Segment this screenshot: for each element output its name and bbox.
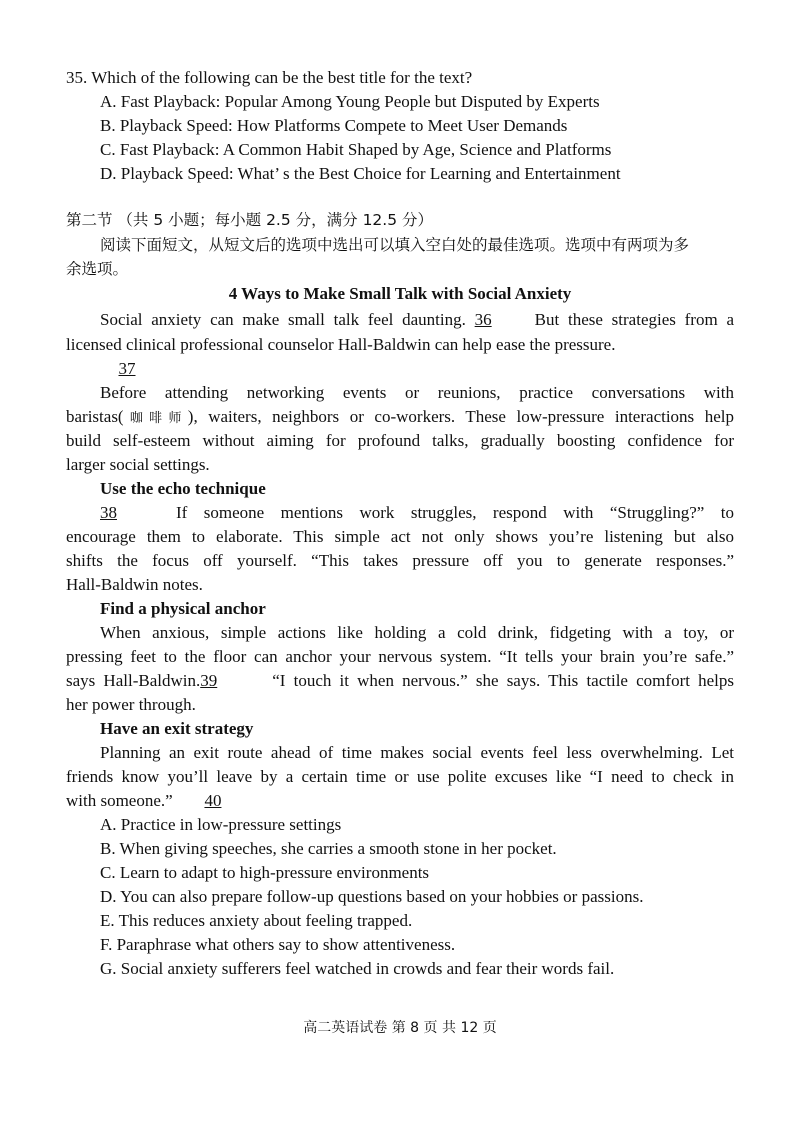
paragraph-2-line-4: Hall-Baldwin notes. <box>66 575 203 594</box>
p1-text-b: ), waiters, neighbors or co-workers. These low-pressure interactions help <box>187 407 734 426</box>
choice-f: F. Paraphrase what others say to show attentiveness. <box>100 935 456 954</box>
page-footer: 高二英语试卷 第 8 页 共 12 页 <box>303 1020 497 1036</box>
question-35-option-c: C. Fast Playback: A Common Habit Shaped by Age, Science and Platforms <box>100 140 612 159</box>
blank-39: 39 <box>200 671 218 690</box>
question-35-option-b: B. Playback Speed: How Platforms Compete to Meet User Demands <box>100 116 568 135</box>
paragraph-3-line-2: pressing feet to the floor can anchor your nervous system. “It tells your brain you’re safe.” <box>66 647 734 666</box>
blank-37-line <box>100 357 154 381</box>
p4-text-a: with someone.” <box>66 791 173 810</box>
heading-exit-strategy: Have an exit strategy <box>100 719 254 738</box>
blank-38: 38 <box>100 503 117 522</box>
choice-c: C. Learn to adapt to high-pressure environments <box>100 863 430 882</box>
paragraph-3-line-4: her power through. <box>66 695 196 714</box>
passage-intro-line-1 <box>100 308 734 332</box>
choice-g: G. Social anxiety sufferers feel watched in crowds and fear their words fail. <box>100 959 615 978</box>
choice-b: B. When giving speeches, she carries a smooth stone in her pocket. <box>100 839 557 858</box>
paragraph-1-line-3: build self-esteem without aiming for profound talks, gradually boosting confidence for <box>66 431 734 450</box>
paragraph-2-line-1 <box>100 501 734 525</box>
paragraph-1-line-1: Before attending networking events or reunions, practice conversations with <box>100 383 734 402</box>
paragraph-1-line-2 <box>66 405 734 431</box>
section-heading: 第二节 （共 5 小题；每小题 2.5 分，满分 12.5 分） <box>66 211 434 229</box>
question-35-stem: 35. Which of the following can be the best title for the text? <box>66 68 473 87</box>
paragraph-4-line-2: friends know you’ll leave by a certain time or use polite excuses like “I need to check in <box>66 767 734 786</box>
paragraph-3-line-1: When anxious, simple actions like holding a cold drink, fidgeting with a toy, or <box>100 623 734 642</box>
heading-echo-technique: Use the echo technique <box>100 479 266 498</box>
p1-text-a: baristas( <box>66 407 124 426</box>
intro-text-a: Social anxiety can make small talk feel daunting. <box>100 310 466 329</box>
choice-d: D. You can also prepare follow-up questions based on your hobbies or passions. <box>100 887 644 906</box>
heading-physical-anchor: Find a physical anchor <box>100 599 266 618</box>
paragraph-3-line-3 <box>66 669 734 693</box>
p2-text-b: If someone mentions work struggles, respond with “Struggling?” to <box>176 503 734 522</box>
question-35-option-a: A. Fast Playback: Popular Among Young People but Disputed by Experts <box>100 92 600 111</box>
paragraph-2-line-2: encourage them to elaborate. This simple act not only shows you’re listening but also <box>66 527 734 546</box>
intro-text-b: But these strategies from a <box>534 310 734 329</box>
blank-37: 37 <box>118 359 136 378</box>
question-35-option-d: D. Playback Speed: What’ s the Best Choice for Learning and Entertainment <box>100 164 621 183</box>
passage-title: 4 Ways to Make Small Talk with Social Anxiety <box>228 284 572 303</box>
passage-intro-line-2: licensed clinical professional counselor Hall-Baldwin can help ease the pressure. <box>66 335 616 354</box>
blank-40: 40 <box>204 791 222 810</box>
choice-a: A. Practice in low-pressure settings <box>100 815 342 834</box>
paragraph-1-line-4: larger social settings. <box>66 455 210 474</box>
paragraph-4-line-1: Planning an exit route ahead of time makes social events feel less overwhelming. Let <box>100 743 734 762</box>
section-instruction-line-1: 阅读下面短文，从短文后的选项中选出可以填入空白处的最佳选项。选项中有两项为多 <box>100 236 690 254</box>
paragraph-4-line-3 <box>66 789 249 813</box>
p3-text-a: says Hall-Baldwin. <box>66 671 201 690</box>
paragraph-2-line-3: shifts the focus off yourself. “This takes pressure off you to generate responses.” <box>66 551 734 570</box>
choice-e: E. This reduces anxiety about feeling trapped. <box>100 911 413 930</box>
section-instruction-line-2: 余选项。 <box>66 260 129 278</box>
blank-36: 36 <box>474 310 492 329</box>
p3-text-b: “I touch it when nervous.” she says. This tactile comfort helps <box>272 671 734 690</box>
chinese-gloss: 咖啡师 <box>123 411 188 426</box>
